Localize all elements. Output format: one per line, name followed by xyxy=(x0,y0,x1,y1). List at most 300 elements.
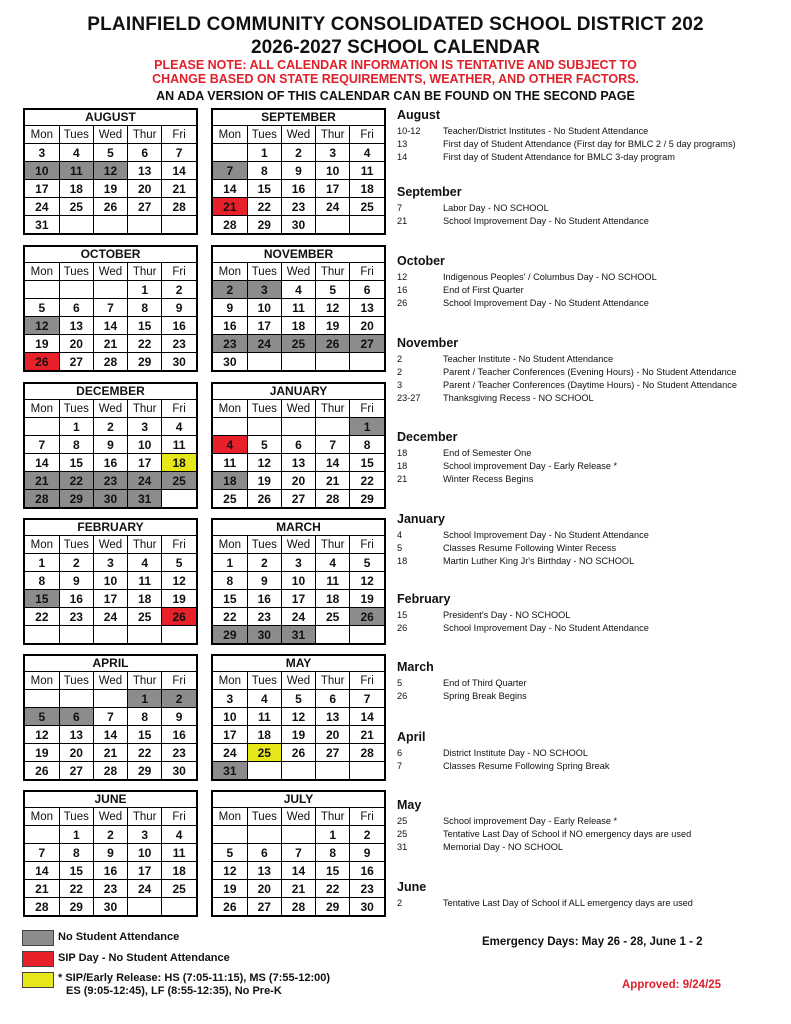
day-cell xyxy=(316,216,350,234)
day-cell: 16 xyxy=(93,454,127,472)
event-date: 25 xyxy=(397,829,408,839)
day-cell: 11 xyxy=(316,572,350,590)
day-cell: 4 xyxy=(59,144,93,162)
weekday-header: Tues xyxy=(247,263,281,281)
day-cell xyxy=(350,762,384,780)
event-item xyxy=(397,366,787,379)
weekday-header: Fri xyxy=(350,672,384,690)
event-month-heading: January xyxy=(397,512,445,526)
event-item xyxy=(397,555,787,568)
calendar-may xyxy=(211,654,386,781)
day-cell: 1 xyxy=(316,826,350,844)
weekday-header: Wed xyxy=(93,126,127,144)
day-cell: 22 xyxy=(213,608,247,626)
event-month-heading: April xyxy=(397,730,426,744)
week-row xyxy=(25,762,196,780)
day-cell: 18 xyxy=(316,590,350,608)
day-cell: 14 xyxy=(350,708,384,726)
weekday-header: Wed xyxy=(281,536,315,554)
day-cell: 30 xyxy=(281,216,315,234)
day-cell: 22 xyxy=(350,472,384,490)
day-cell: 23 xyxy=(162,744,196,762)
day-cell: 16 xyxy=(162,726,196,744)
weekday-header: Fri xyxy=(162,808,196,826)
weekday-header: Wed xyxy=(93,536,127,554)
calendar-title: 2026-2027 SCHOOL CALENDAR xyxy=(251,37,540,58)
event-item xyxy=(397,828,787,841)
day-cell: 4 xyxy=(128,554,162,572)
week-row xyxy=(213,862,384,880)
day-cell: 4 xyxy=(162,826,196,844)
day-cell: 23 xyxy=(350,880,384,898)
week-row xyxy=(25,490,196,508)
month-name: APRIL xyxy=(25,656,196,672)
day-cell: 5 xyxy=(25,708,59,726)
week-row xyxy=(25,572,196,590)
week-row xyxy=(25,826,196,844)
week-row xyxy=(25,554,196,572)
day-cell: 24 xyxy=(213,744,247,762)
day-cell: 18 xyxy=(162,862,196,880)
day-cell: 14 xyxy=(25,454,59,472)
day-cell: 5 xyxy=(213,844,247,862)
day-cell: 22 xyxy=(59,472,93,490)
tentative-note-line1: PLEASE NOTE: ALL CALENDAR INFORMATION IS TENTATIVE AND SUBJECT TO xyxy=(154,58,637,72)
weekday-header: Fri xyxy=(162,672,196,690)
day-cell: 26 xyxy=(281,744,315,762)
weekday-header: Thur xyxy=(316,536,350,554)
day-cell: 23 xyxy=(93,472,127,490)
weekday-header: Mon xyxy=(213,808,247,826)
day-cell xyxy=(128,216,162,234)
day-cell: 5 xyxy=(93,144,127,162)
day-cell: 26 xyxy=(25,353,59,371)
day-cell: 21 xyxy=(93,335,127,353)
events-september xyxy=(397,185,787,228)
day-cell: 10 xyxy=(316,162,350,180)
week-row xyxy=(25,335,196,353)
week-row xyxy=(213,554,384,572)
day-cell: 23 xyxy=(247,608,281,626)
week-row xyxy=(213,490,384,508)
ada-note: AN ADA VERSION OF THIS CALENDAR CAN BE FOUND ON THE SECOND PAGE xyxy=(156,89,635,103)
day-cell: 11 xyxy=(213,454,247,472)
day-cell: 15 xyxy=(128,726,162,744)
day-cell: 23 xyxy=(162,335,196,353)
day-cell: 28 xyxy=(213,216,247,234)
day-cell: 12 xyxy=(350,572,384,590)
day-cell: 1 xyxy=(59,418,93,436)
day-cell: 9 xyxy=(162,299,196,317)
day-cell: 29 xyxy=(213,626,247,644)
day-cell: 21 xyxy=(162,180,196,198)
day-cell: 4 xyxy=(247,690,281,708)
event-item xyxy=(397,271,787,284)
day-cell: 15 xyxy=(350,454,384,472)
day-cell: 3 xyxy=(281,554,315,572)
day-cell: 13 xyxy=(316,708,350,726)
weekday-header: Tues xyxy=(59,536,93,554)
day-cell xyxy=(281,353,315,371)
day-cell: 17 xyxy=(281,590,315,608)
day-cell: 31 xyxy=(25,216,59,234)
day-cell: 6 xyxy=(350,281,384,299)
event-item xyxy=(397,353,787,366)
event-date: 3 xyxy=(397,380,403,390)
calendar-november xyxy=(211,245,386,372)
day-cell: 21 xyxy=(25,880,59,898)
day-cell: 14 xyxy=(25,862,59,880)
day-cell: 11 xyxy=(281,299,315,317)
day-cell: 4 xyxy=(350,144,384,162)
day-cell: 7 xyxy=(93,299,127,317)
day-cell: 12 xyxy=(281,708,315,726)
week-row xyxy=(25,608,196,626)
day-cell: 18 xyxy=(128,590,162,608)
events-december xyxy=(397,430,787,486)
day-cell: 21 xyxy=(281,880,315,898)
day-cell: 13 xyxy=(128,162,162,180)
day-cell xyxy=(162,490,196,508)
day-cell: 1 xyxy=(25,554,59,572)
day-cell xyxy=(59,281,93,299)
week-row xyxy=(25,690,196,708)
day-cell: 29 xyxy=(350,490,384,508)
week-row xyxy=(25,353,196,371)
day-cell: 20 xyxy=(247,880,281,898)
approved-date: Approved: 9/24/25 xyxy=(622,979,722,991)
day-cell xyxy=(59,216,93,234)
day-cell: 8 xyxy=(128,708,162,726)
week-row xyxy=(213,572,384,590)
calendar-october xyxy=(23,245,198,372)
event-item xyxy=(397,897,787,910)
events-november xyxy=(397,336,787,405)
weekday-header: Mon xyxy=(213,536,247,554)
legend-red-label: SIP Day - No Student Attendance xyxy=(58,952,230,964)
calendar-april xyxy=(23,654,198,781)
day-cell: 7 xyxy=(25,844,59,862)
week-row xyxy=(213,608,384,626)
day-cell: 9 xyxy=(247,572,281,590)
event-month-heading: December xyxy=(397,430,458,444)
day-cell: 31 xyxy=(213,762,247,780)
weekday-header: Wed xyxy=(93,672,127,690)
day-cell: 30 xyxy=(213,353,247,371)
day-cell: 15 xyxy=(128,317,162,335)
day-cell: 2 xyxy=(93,418,127,436)
tentative-note-line2: CHANGE BASED ON STATE REQUIREMENTS, WEATHER, AND OTHER FACTORS. xyxy=(152,72,639,86)
event-description: Classes Resume Following Spring Break xyxy=(443,761,610,771)
day-cell xyxy=(247,353,281,371)
weekday-header: Thur xyxy=(128,536,162,554)
day-cell: 1 xyxy=(247,144,281,162)
event-date: 12 xyxy=(397,272,408,282)
day-cell: 28 xyxy=(316,490,350,508)
event-date: 31 xyxy=(397,842,408,852)
day-cell: 24 xyxy=(25,198,59,216)
day-cell: 19 xyxy=(350,590,384,608)
event-item xyxy=(397,529,787,542)
event-date: 21 xyxy=(397,216,408,226)
event-description: Winter Recess Begins xyxy=(443,474,534,484)
day-cell: 3 xyxy=(213,690,247,708)
month-name: JUNE xyxy=(25,792,196,808)
weekday-header: Mon xyxy=(25,400,59,418)
day-cell: 29 xyxy=(59,898,93,916)
day-cell xyxy=(316,418,350,436)
day-cell xyxy=(316,762,350,780)
week-row xyxy=(25,144,196,162)
event-month-heading: May xyxy=(397,798,422,812)
event-description: End of Third Quarter xyxy=(443,678,527,688)
event-item xyxy=(397,542,787,555)
day-cell: 19 xyxy=(213,880,247,898)
day-cell xyxy=(247,762,281,780)
day-cell: 17 xyxy=(128,454,162,472)
week-row xyxy=(25,418,196,436)
weekday-header: Mon xyxy=(25,126,59,144)
weekday-header: Wed xyxy=(93,808,127,826)
day-cell xyxy=(128,898,162,916)
day-cell: 25 xyxy=(162,472,196,490)
week-row xyxy=(213,353,384,371)
day-cell: 14 xyxy=(93,726,127,744)
day-cell: 27 xyxy=(59,353,93,371)
day-cell: 2 xyxy=(93,826,127,844)
day-cell: 23 xyxy=(93,880,127,898)
weekday-header: Mon xyxy=(25,672,59,690)
week-row xyxy=(213,880,384,898)
day-cell: 10 xyxy=(128,436,162,454)
week-row xyxy=(213,898,384,916)
day-cell: 26 xyxy=(350,608,384,626)
day-cell: 11 xyxy=(59,162,93,180)
weekday-header: Thur xyxy=(316,808,350,826)
event-date: 2 xyxy=(397,367,403,377)
day-cell xyxy=(162,898,196,916)
day-cell: 11 xyxy=(162,844,196,862)
day-cell: 4 xyxy=(316,554,350,572)
event-description: Memorial Day - NO SCHOOL xyxy=(443,842,563,852)
week-row xyxy=(213,180,384,198)
day-cell: 14 xyxy=(281,862,315,880)
day-cell: 18 xyxy=(247,726,281,744)
event-description: Thanksgiving Recess - NO SCHOOL xyxy=(443,393,594,403)
day-cell: 11 xyxy=(128,572,162,590)
day-cell xyxy=(93,626,127,644)
event-description: School improvement Day - Early Release * xyxy=(443,461,618,471)
month-name: AUGUST xyxy=(25,110,196,126)
day-cell: 7 xyxy=(213,162,247,180)
legend-yellow-label-1: * SIP/Early Release: HS (7:05-11:15), MS (7:55-12:00) xyxy=(58,972,331,984)
day-cell: 7 xyxy=(25,436,59,454)
weekday-header: Tues xyxy=(247,808,281,826)
day-cell: 15 xyxy=(316,862,350,880)
day-cell: 26 xyxy=(93,198,127,216)
event-item xyxy=(397,677,787,690)
day-cell: 22 xyxy=(247,198,281,216)
event-date: 25 xyxy=(397,816,408,826)
event-description: Teacher/District Institutes - No Student Attendance xyxy=(443,126,649,136)
weekday-header: Mon xyxy=(25,536,59,554)
day-cell: 19 xyxy=(247,472,281,490)
day-cell: 17 xyxy=(213,726,247,744)
day-cell: 20 xyxy=(350,317,384,335)
week-row xyxy=(25,281,196,299)
weekday-header: Tues xyxy=(59,400,93,418)
day-cell: 22 xyxy=(128,335,162,353)
week-row xyxy=(213,436,384,454)
day-cell: 5 xyxy=(247,436,281,454)
event-date: 18 xyxy=(397,556,408,566)
event-date: 18 xyxy=(397,461,408,471)
events-february xyxy=(397,592,787,635)
day-cell xyxy=(247,418,281,436)
day-cell: 11 xyxy=(162,436,196,454)
day-cell: 17 xyxy=(247,317,281,335)
day-cell xyxy=(350,216,384,234)
day-cell xyxy=(316,353,350,371)
week-row xyxy=(213,472,384,490)
day-cell: 20 xyxy=(59,335,93,353)
weekday-header: Thur xyxy=(316,263,350,281)
day-cell: 10 xyxy=(247,299,281,317)
weekday-header: Tues xyxy=(59,126,93,144)
event-description: Spring Break Begins xyxy=(443,691,527,701)
month-name: JULY xyxy=(213,792,384,808)
week-row xyxy=(213,216,384,234)
weekday-header: Wed xyxy=(93,263,127,281)
day-cell: 9 xyxy=(213,299,247,317)
day-cell: 30 xyxy=(93,898,127,916)
day-cell xyxy=(213,144,247,162)
weekday-header: Mon xyxy=(213,263,247,281)
day-cell: 3 xyxy=(247,281,281,299)
day-cell: 19 xyxy=(281,726,315,744)
events-march xyxy=(397,660,787,703)
weekday-header: Thur xyxy=(316,400,350,418)
calendar-december xyxy=(23,382,198,509)
event-date: 15 xyxy=(397,610,408,620)
day-cell: 3 xyxy=(25,144,59,162)
emergency-days: Emergency Days: May 26 - 28, June 1 - 2 xyxy=(482,936,703,948)
day-cell: 29 xyxy=(128,762,162,780)
weekday-header: Thur xyxy=(316,126,350,144)
event-description: Martin Luther King Jr's Birthday - NO SCHOOL xyxy=(443,556,635,566)
week-row xyxy=(213,454,384,472)
day-cell: 16 xyxy=(59,590,93,608)
event-date: 23-27 xyxy=(397,393,421,403)
week-row xyxy=(25,726,196,744)
day-cell: 31 xyxy=(281,626,315,644)
yellow-swatch xyxy=(22,972,54,988)
month-name: MAY xyxy=(213,656,384,672)
day-cell: 14 xyxy=(93,317,127,335)
event-date: 6 xyxy=(397,748,403,758)
day-cell xyxy=(93,690,127,708)
event-date: 10-12 xyxy=(397,126,421,136)
day-cell: 28 xyxy=(25,490,59,508)
event-item xyxy=(397,447,787,460)
weekday-header: Thur xyxy=(128,808,162,826)
day-cell: 30 xyxy=(247,626,281,644)
day-cell: 12 xyxy=(25,726,59,744)
event-description: School Improvement Day - No Student Attendance xyxy=(443,623,649,633)
day-cell: 24 xyxy=(281,608,315,626)
day-cell: 7 xyxy=(281,844,315,862)
event-date: 26 xyxy=(397,623,408,633)
month-name: MARCH xyxy=(213,520,384,536)
event-item xyxy=(397,125,787,138)
day-cell: 6 xyxy=(59,299,93,317)
day-cell: 28 xyxy=(93,762,127,780)
day-cell: 18 xyxy=(59,180,93,198)
day-cell: 3 xyxy=(128,826,162,844)
day-cell: 16 xyxy=(247,590,281,608)
day-cell: 12 xyxy=(93,162,127,180)
day-cell xyxy=(316,626,350,644)
events-april xyxy=(397,730,787,773)
day-cell: 27 xyxy=(247,898,281,916)
day-cell: 25 xyxy=(213,490,247,508)
event-description: School improvement Day - Early Release * xyxy=(443,816,618,826)
day-cell: 7 xyxy=(162,144,196,162)
day-cell: 18 xyxy=(350,180,384,198)
day-cell: 29 xyxy=(316,898,350,916)
week-row xyxy=(25,862,196,880)
day-cell: 27 xyxy=(59,762,93,780)
events-june xyxy=(397,880,787,910)
week-row xyxy=(25,744,196,762)
day-cell: 3 xyxy=(128,418,162,436)
week-row xyxy=(25,590,196,608)
day-cell: 2 xyxy=(213,281,247,299)
day-cell: 28 xyxy=(350,744,384,762)
event-date: 7 xyxy=(397,203,403,213)
event-item xyxy=(397,215,787,228)
event-item xyxy=(397,392,787,405)
weekday-header: Thur xyxy=(316,672,350,690)
week-row xyxy=(25,708,196,726)
day-cell: 24 xyxy=(316,198,350,216)
week-row xyxy=(213,317,384,335)
day-cell: 12 xyxy=(162,572,196,590)
day-cell: 14 xyxy=(213,180,247,198)
day-cell: 12 xyxy=(316,299,350,317)
event-description: End of Semester One xyxy=(443,448,532,458)
events-may xyxy=(397,798,787,854)
event-item xyxy=(397,473,787,486)
event-description: Classes Resume Following Winter Recess xyxy=(443,543,617,553)
week-row xyxy=(25,180,196,198)
calendar-september xyxy=(211,108,386,235)
weekday-header: Mon xyxy=(213,400,247,418)
day-cell: 25 xyxy=(281,335,315,353)
day-cell: 29 xyxy=(128,353,162,371)
day-cell: 23 xyxy=(213,335,247,353)
event-date: 14 xyxy=(397,152,408,162)
weekday-header: Mon xyxy=(213,126,247,144)
day-cell xyxy=(93,281,127,299)
event-description: First day of Student Attendance (First day for BMLC 2 / 5 day programs) xyxy=(443,139,736,149)
day-cell: 18 xyxy=(162,454,196,472)
day-cell: 10 xyxy=(213,708,247,726)
day-cell: 8 xyxy=(316,844,350,862)
day-cell: 11 xyxy=(247,708,281,726)
weekday-header: Fri xyxy=(162,263,196,281)
day-cell: 28 xyxy=(25,898,59,916)
